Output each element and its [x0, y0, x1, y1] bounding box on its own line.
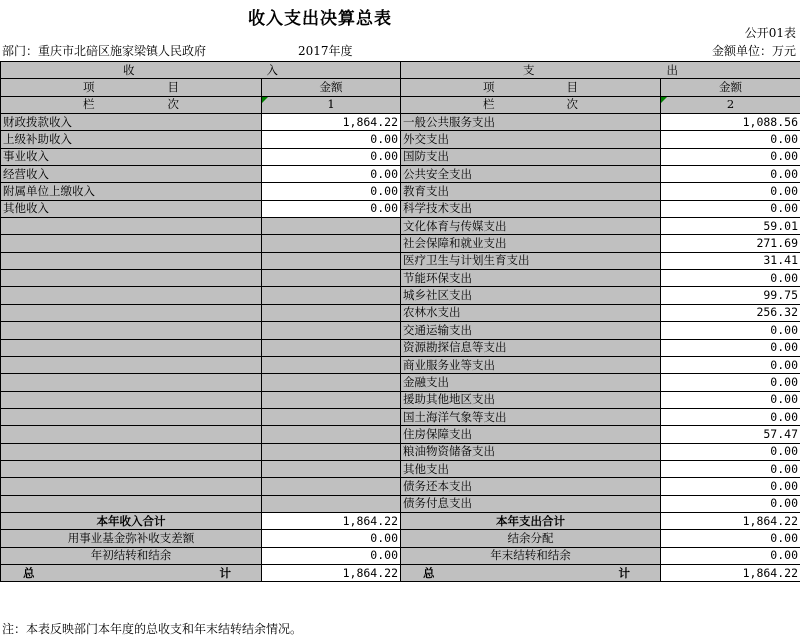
income-amount	[262, 252, 401, 269]
income-item: 上级补助收入	[1, 131, 262, 148]
expense-amount: 99.75	[661, 287, 800, 304]
expense-amount: 0.00	[661, 322, 800, 339]
table-row	[1, 391, 800, 408]
income-item	[1, 356, 262, 373]
expense-item: 城乡社区支出	[401, 287, 661, 304]
fiscal-year: 2017年度	[298, 44, 353, 58]
expense-amount: 31.41	[661, 252, 800, 269]
income-item: 事业收入	[1, 148, 262, 165]
expense-amount: 59.01	[661, 218, 800, 235]
expense-item: 一般公共服务支出	[401, 114, 661, 131]
distribution-label: 结余分配	[401, 530, 661, 547]
table-number: 公开01表	[744, 26, 796, 40]
expense-item: 科学技术支出	[401, 200, 661, 217]
income-item: 其他收入	[1, 200, 262, 217]
expense-item: 国防支出	[401, 148, 661, 165]
grand-total-expense-label: 总 计	[401, 564, 661, 581]
income-amount: 0.00	[262, 183, 401, 200]
income-item	[1, 322, 262, 339]
table-row	[1, 131, 800, 148]
income-item	[1, 270, 262, 287]
distribution-value: 0.00	[661, 530, 800, 547]
table-row	[1, 443, 800, 460]
income-item	[1, 235, 262, 252]
fund-value: 0.00	[262, 530, 401, 547]
expense-item: 教育支出	[401, 183, 661, 200]
income-amount	[262, 426, 401, 443]
expense-item: 节能环保支出	[401, 270, 661, 287]
table-row	[1, 322, 800, 339]
grand-total-income-label: 总 计	[1, 564, 262, 581]
table-row	[1, 374, 800, 391]
income-column-label: 栏 次	[1, 96, 262, 113]
fund-row	[1, 530, 800, 547]
expense-item: 其他支出	[401, 460, 661, 477]
expense-amount: 0.00	[661, 148, 800, 165]
table-row	[1, 166, 800, 183]
income-item	[1, 460, 262, 477]
income-amount	[262, 443, 401, 460]
income-amount-header: 金额	[262, 79, 401, 96]
income-amount	[262, 339, 401, 356]
income-item	[1, 339, 262, 356]
expense-item: 文化体育与传媒支出	[401, 218, 661, 235]
expense-item: 债务付息支出	[401, 495, 661, 512]
end-balance-label: 年末结转和结余	[401, 547, 661, 564]
column-header-row	[1, 79, 800, 96]
income-item-header: 项 目	[1, 79, 262, 96]
income-item: 附属单位上缴收入	[1, 183, 262, 200]
income-item	[1, 408, 262, 425]
expense-amount: 0.00	[661, 478, 800, 495]
expense-amount: 0.00	[661, 443, 800, 460]
expense-amount-header: 金额	[661, 79, 800, 96]
expense-item: 住房保障支出	[401, 426, 661, 443]
expense-column-number: 2	[661, 96, 800, 113]
carryover-row	[1, 547, 800, 564]
end-balance-value: 0.00	[661, 547, 800, 564]
table-row	[1, 183, 800, 200]
grand-total-row	[1, 564, 800, 581]
income-item	[1, 304, 262, 321]
income-amount	[262, 218, 401, 235]
table-row	[1, 114, 800, 131]
expense-amount: 0.00	[661, 131, 800, 148]
income-amount	[262, 304, 401, 321]
expense-amount: 57.47	[661, 426, 800, 443]
report-title: 收入支出决算总表	[248, 9, 392, 29]
income-amount	[262, 460, 401, 477]
expense-amount: 271.69	[661, 235, 800, 252]
table-row	[1, 460, 800, 477]
income-amount	[262, 478, 401, 495]
expense-amount: 0.00	[661, 356, 800, 373]
income-item	[1, 374, 262, 391]
footnote: 注：本表反映部门本年度的总收支和年末结转结余情况。	[2, 622, 303, 636]
begin-balance-value: 0.00	[262, 547, 401, 564]
table-row	[1, 478, 800, 495]
table-row	[1, 426, 800, 443]
expense-item: 公共安全支出	[401, 166, 661, 183]
income-section-header: 收 入	[1, 62, 401, 79]
grand-total-income-value: 1,864.22	[262, 564, 401, 581]
income-amount: 0.00	[262, 166, 401, 183]
table-row	[1, 252, 800, 269]
income-expense-table	[0, 61, 800, 582]
income-amount	[262, 408, 401, 425]
expense-item: 社会保障和就业支出	[401, 235, 661, 252]
expense-amount: 0.00	[661, 408, 800, 425]
table-row	[1, 148, 800, 165]
expense-item: 债务还本支出	[401, 478, 661, 495]
income-amount	[262, 391, 401, 408]
table-row	[1, 235, 800, 252]
income-item	[1, 252, 262, 269]
fund-label: 用事业基金弥补收支差额	[1, 530, 262, 547]
income-amount	[262, 270, 401, 287]
income-item	[1, 443, 262, 460]
income-item	[1, 426, 262, 443]
expense-item: 农林水支出	[401, 304, 661, 321]
income-amount: 0.00	[262, 131, 401, 148]
expense-amount: 0.00	[661, 391, 800, 408]
expense-item: 外交支出	[401, 131, 661, 148]
annual-total-row	[1, 512, 800, 529]
table-row	[1, 218, 800, 235]
begin-balance-label: 年初结转和结余	[1, 547, 262, 564]
income-item: 财政拨款收入	[1, 114, 262, 131]
expense-item: 资源勘探信息等支出	[401, 339, 661, 356]
income-amount: 1,864.22	[262, 114, 401, 131]
income-amount	[262, 374, 401, 391]
table-row	[1, 200, 800, 217]
expense-amount: 0.00	[661, 270, 800, 287]
column-number-row	[1, 96, 800, 113]
expense-item: 交通运输支出	[401, 322, 661, 339]
income-item	[1, 478, 262, 495]
grand-total-expense-value: 1,864.22	[661, 564, 800, 581]
expense-amount: 0.00	[661, 166, 800, 183]
income-item	[1, 287, 262, 304]
expense-section-header: 支 出	[401, 62, 800, 79]
income-total-value: 1,864.22	[262, 512, 401, 529]
expense-item: 医疗卫生与计划生育支出	[401, 252, 661, 269]
expense-amount: 0.00	[661, 460, 800, 477]
table-row	[1, 304, 800, 321]
income-amount	[262, 495, 401, 512]
income-amount: 0.00	[262, 148, 401, 165]
income-item	[1, 391, 262, 408]
income-amount	[262, 356, 401, 373]
income-amount	[262, 235, 401, 252]
table-row	[1, 339, 800, 356]
income-item	[1, 495, 262, 512]
expense-item: 商业服务业等支出	[401, 356, 661, 373]
income-item: 经营收入	[1, 166, 262, 183]
table-row	[1, 495, 800, 512]
expense-amount: 0.00	[661, 339, 800, 356]
expense-amount: 0.00	[661, 374, 800, 391]
expense-amount: 0.00	[661, 200, 800, 217]
table-row	[1, 356, 800, 373]
expense-item: 援助其他地区支出	[401, 391, 661, 408]
expense-item: 粮油物资储备支出	[401, 443, 661, 460]
expense-amount: 1,088.56	[661, 114, 800, 131]
income-amount: 0.00	[262, 200, 401, 217]
expense-total-value: 1,864.22	[661, 512, 800, 529]
expense-item: 国土海洋气象等支出	[401, 408, 661, 425]
income-amount	[262, 322, 401, 339]
income-amount	[262, 287, 401, 304]
expense-amount: 256.32	[661, 304, 800, 321]
income-column-number: 1	[262, 96, 401, 113]
expense-amount: 0.00	[661, 495, 800, 512]
income-total-label: 本年收入合计	[1, 512, 262, 529]
table-row	[1, 408, 800, 425]
expense-item: 金融支出	[401, 374, 661, 391]
table-row	[1, 287, 800, 304]
section-header-row	[1, 62, 800, 79]
table-row	[1, 270, 800, 287]
income-item	[1, 218, 262, 235]
expense-total-label: 本年支出合计	[401, 512, 661, 529]
expense-column-label: 栏 次	[401, 96, 661, 113]
amount-unit: 金额单位：万元	[711, 44, 796, 58]
expense-item-header: 项 目	[401, 79, 661, 96]
expense-amount: 0.00	[661, 183, 800, 200]
department-label: 部门：重庆市北碚区施家梁镇人民政府	[2, 44, 207, 58]
